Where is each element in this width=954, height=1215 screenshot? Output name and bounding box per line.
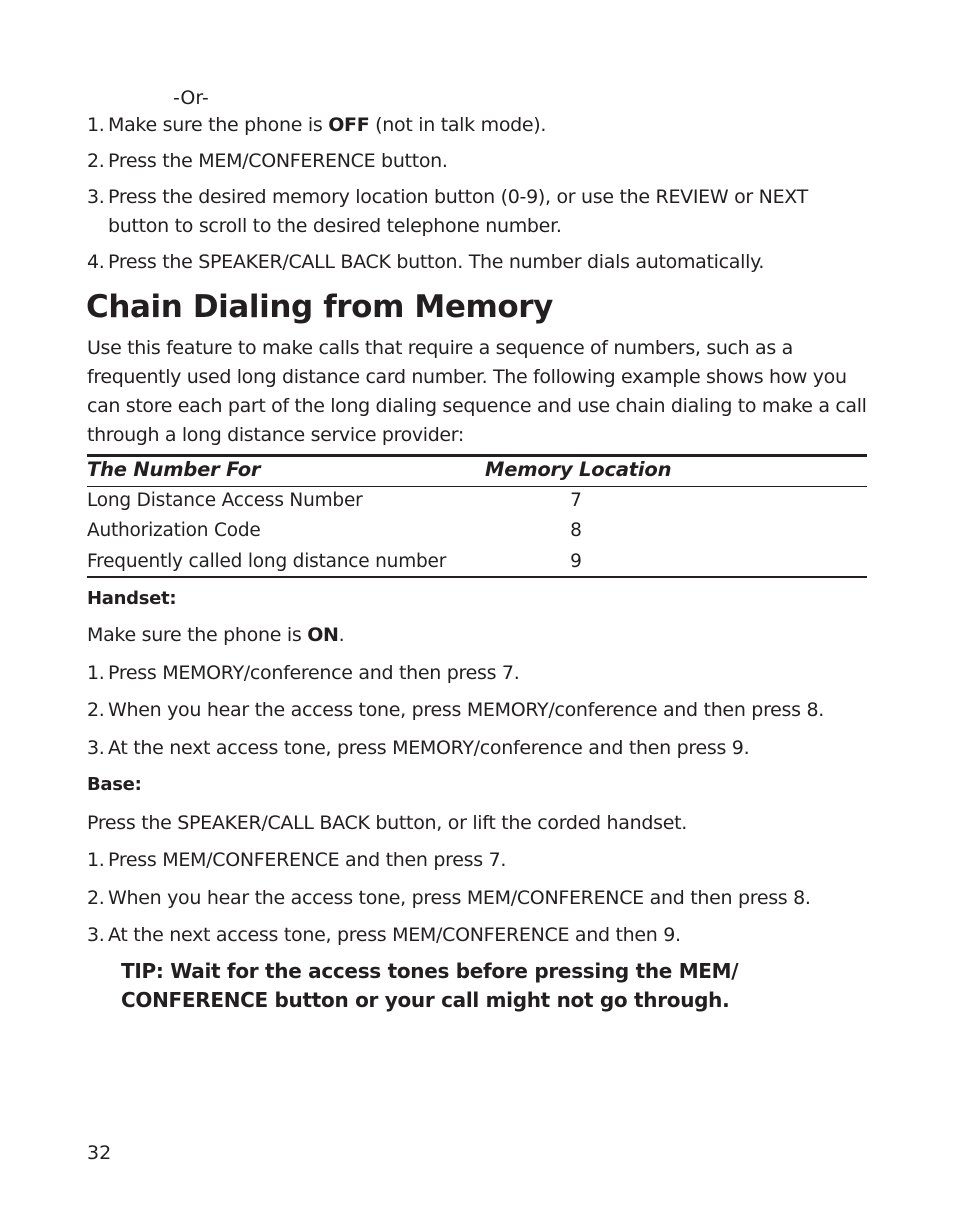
handset-lead-post: . [338,624,345,646]
table-bottom-rule [87,576,867,578]
tip-note: TIP: Wait for the access tones before pressing the MEM/ CONFERENCE button or your call might not go through. [121,959,739,1012]
step-text-bold: OFF [328,114,370,136]
top-step-2 [87,147,867,176]
handset-lead [87,622,344,648]
table-row-label: Frequently called long distance number [87,551,447,572]
step-text: Press MEMORY/conference and then press 7. [108,662,520,684]
step-text: At the next access tone, press MEM/CONFERENCE and then 9. [108,924,681,946]
step-number: 3. [87,186,105,208]
handset-step-1 [87,659,867,688]
step-text: Press the SPEAKER/CALL BACK button. The number dials automatically. [108,251,765,273]
base-step-3 [87,921,867,950]
page-number: 32 [87,1142,112,1164]
handset-step-3 [87,734,867,763]
handset-heading: Handset: [87,588,177,609]
base-heading: Base: [87,774,142,795]
top-step-1 [87,111,867,140]
step-text: When you hear the access tone, press MEM/CONFERENCE and then press 8. [108,887,811,909]
step-text: Press MEM/CONFERENCE and then press 7. [108,849,507,871]
step-number: 2. [87,150,105,172]
handset-lead-pre: Make sure the phone is [87,624,308,646]
section-title: Chain Dialing from Memory [86,289,553,325]
or-separator: -Or- [173,87,209,109]
step-number: 3. [87,924,105,946]
step-text: When you hear the access tone, press MEMORY/conference and then press 8. [108,699,825,721]
step-text: At the next access tone, press MEMORY/conference and then press 9. [108,737,750,759]
table-header-number-for: The Number For [87,458,261,481]
step-number: 1. [87,662,105,684]
step-text: Press the MEM/CONFERENCE button. [108,150,448,172]
step-number: 3. [87,737,105,759]
table-row-label: Authorization Code [87,520,261,541]
step-text [87,111,867,140]
base-step-1 [87,846,867,875]
step-number: 2. [87,699,105,721]
top-step-4 [87,248,867,277]
table-row-value: 8 [570,520,582,541]
step-number: 2. [87,887,105,909]
handset-step-2 [87,696,867,725]
step-text-post: (not in talk mode). [369,114,547,136]
handset-lead-bold: ON [307,624,339,646]
step-number: 4. [87,251,105,273]
step-text-pre: Make sure the phone is [108,114,329,136]
base-lead: Press the SPEAKER/CALL BACK button, or lift the corded handset. [87,812,688,834]
section-intro: Use this feature to make calls that require a sequence of numbers, such as a frequently used long distance card number. The following example shows how you can store each part of the long dialing sequence and use chain dialing to make a call through a long distance service provider: [87,337,867,446]
table-row-value: 7 [570,490,582,511]
step-number: 1. [87,114,105,136]
table-header-memory-location: Memory Location [485,458,672,481]
table-header-rule [87,486,867,487]
table-row-label: Long Distance Access Number [87,490,363,511]
step-text: Press the desired memory location button (0-9), or use the REVIEW or NEXT button to scroll to the desired telephone number. [108,186,808,237]
top-step-3 [87,183,867,241]
step-number: 1. [87,849,105,871]
table-row-value: 9 [570,551,582,572]
base-step-2 [87,884,867,913]
